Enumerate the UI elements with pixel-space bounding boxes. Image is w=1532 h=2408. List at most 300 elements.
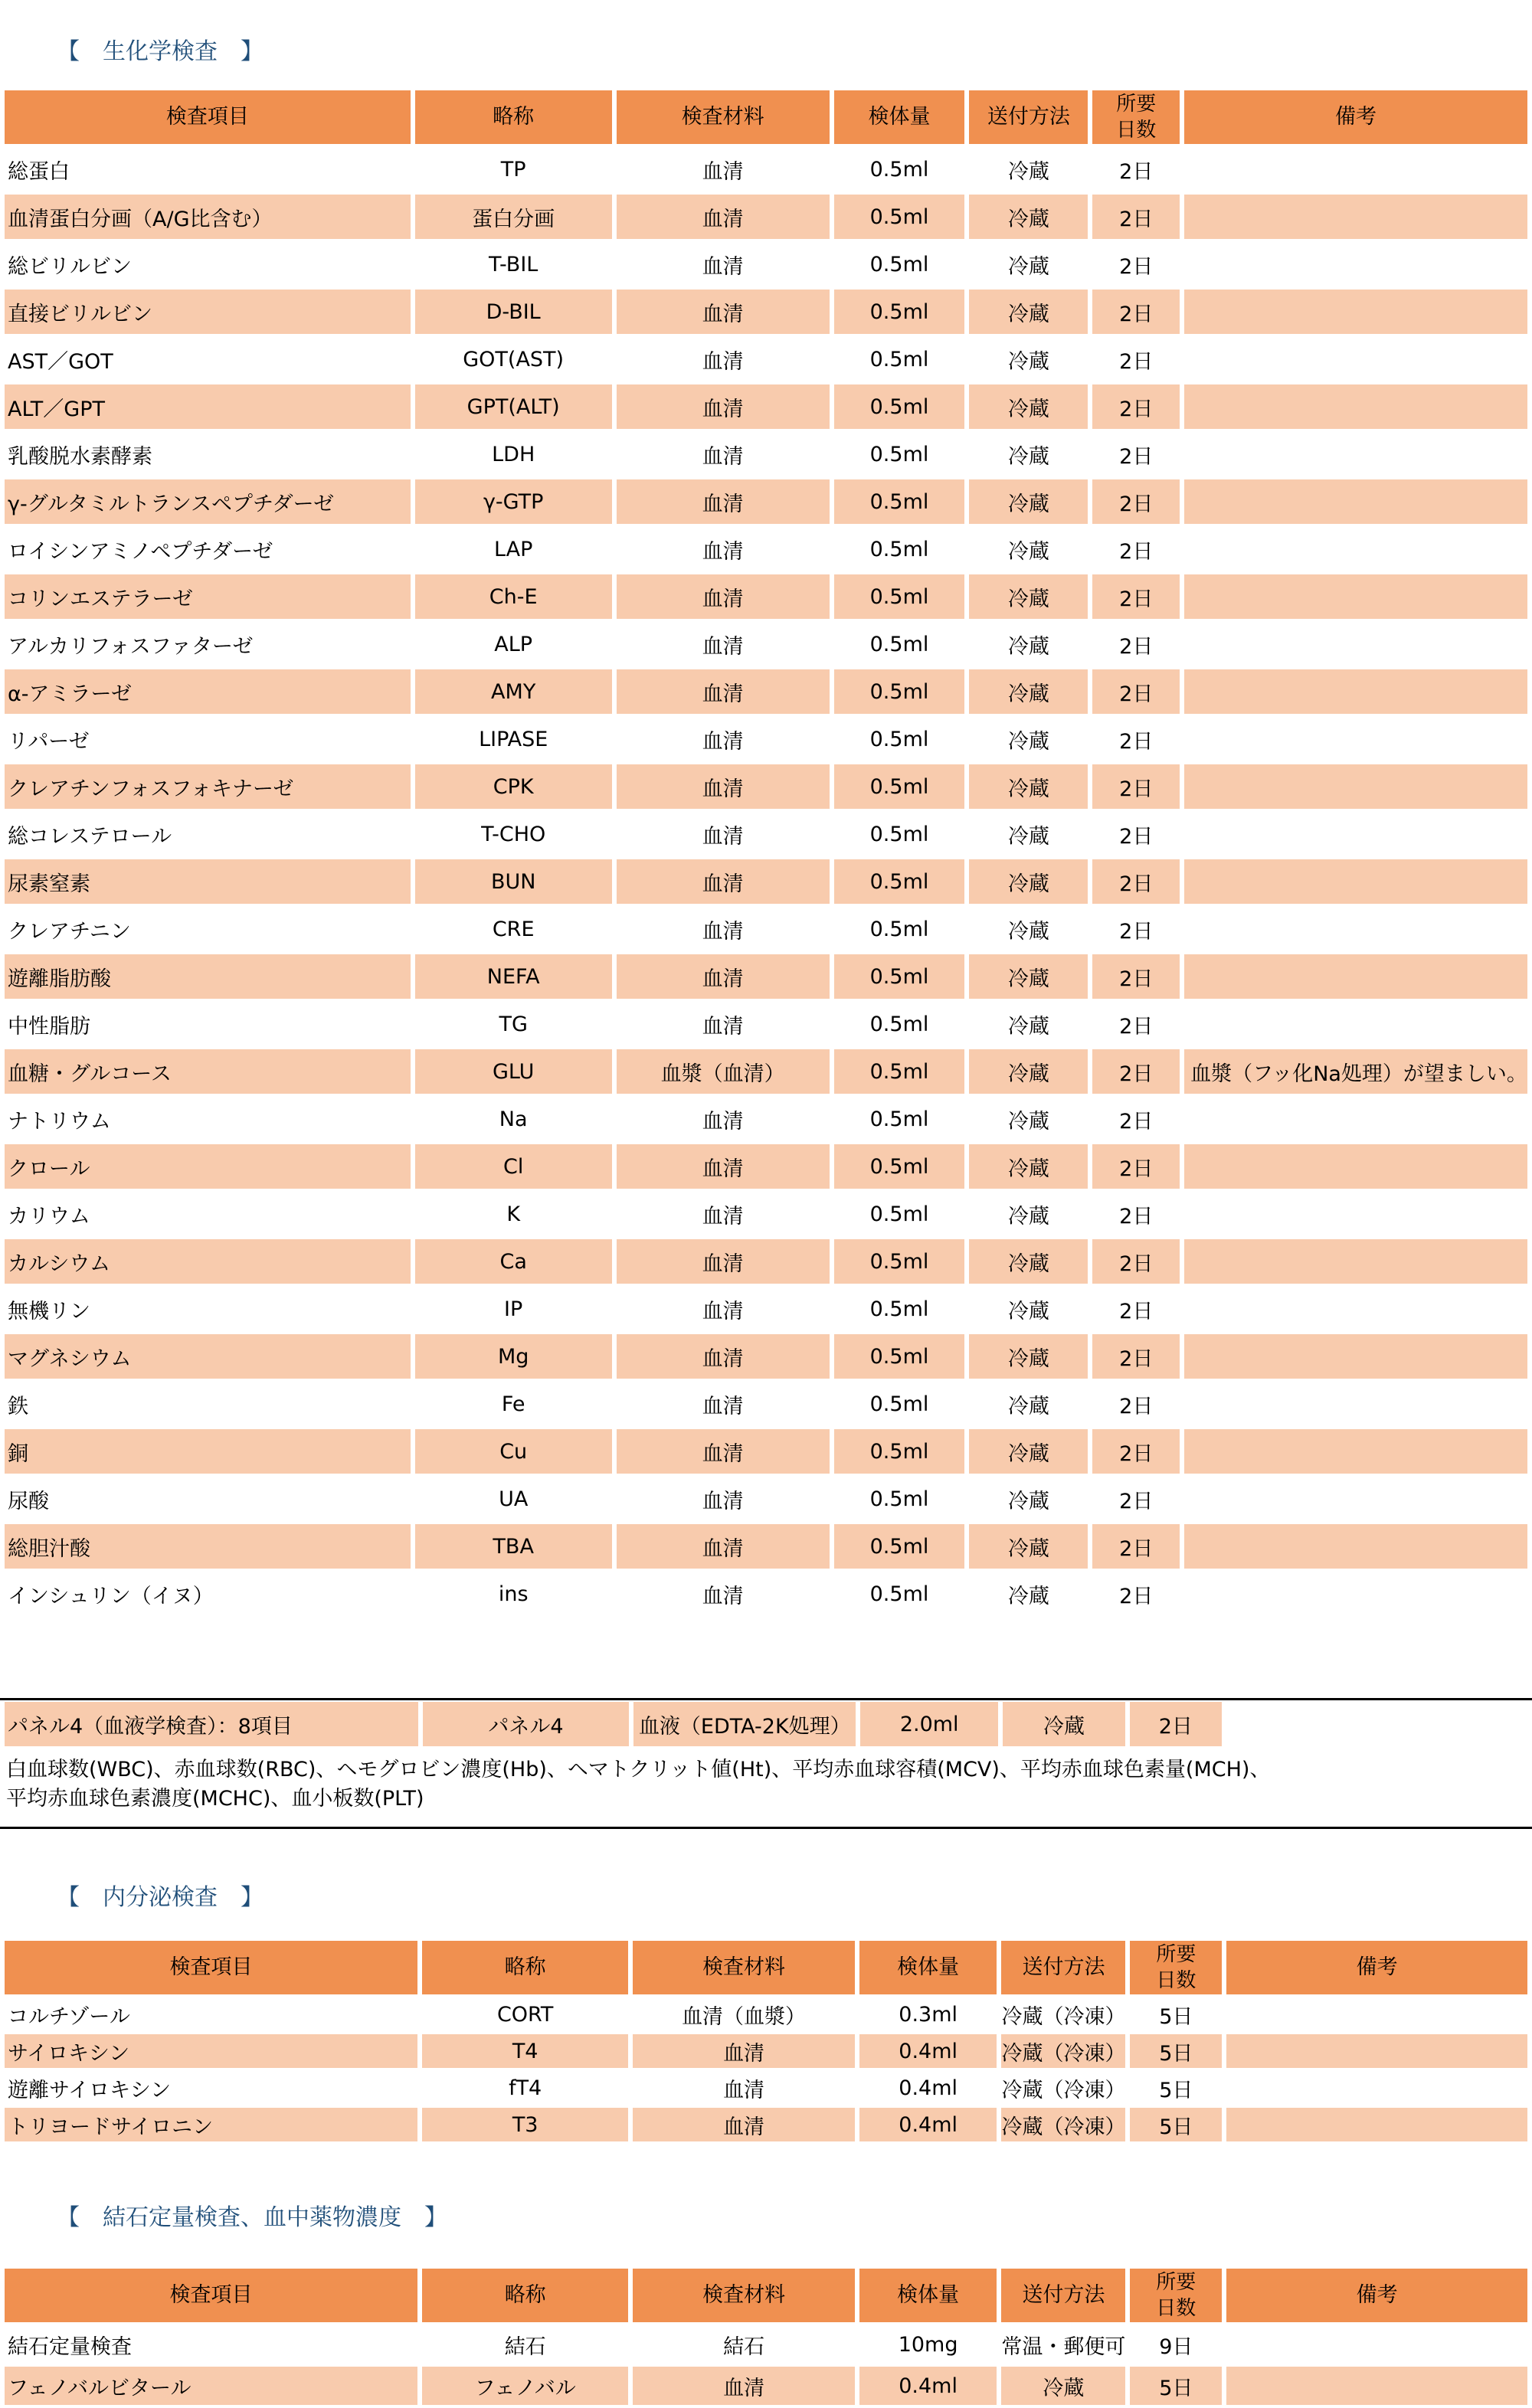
item-note [1184, 1287, 1527, 1331]
item-abbr: AMY [415, 669, 612, 714]
item-name: インシュリン（イヌ） [8, 1584, 214, 1608]
item-days: 2日 [1092, 1334, 1180, 1379]
table-row [5, 147, 1527, 191]
item-days: 2日 [1119, 1489, 1154, 1513]
item-note: 血漿（フッ化Na処理）が望ましい。 [1184, 1049, 1527, 1094]
item-volume: 0.5ml [834, 1144, 965, 1189]
header-volume: 検体量 [859, 2269, 997, 2322]
item-material: 血清 [702, 1489, 744, 1513]
item-note [1184, 1144, 1527, 1189]
item-shipping: 冷蔵 [1007, 1014, 1049, 1039]
item-name: 無機リン [8, 1299, 90, 1323]
table-row [5, 1002, 1527, 1046]
item-abbr: Na [499, 1107, 528, 1131]
item-name: クレアチンフォスフォキナーゼ [5, 764, 411, 809]
header-item: 検査項目 [5, 90, 411, 144]
item-days: 2日 [1119, 729, 1154, 754]
item-volume: 0.4ml [899, 2076, 958, 2100]
item-volume: 0.5ml [869, 1202, 929, 1226]
table-row [5, 1572, 1527, 1616]
item-abbr: Cu [415, 1429, 612, 1474]
item-abbr: LDH [492, 442, 535, 466]
item-days: 2日 [1119, 1014, 1154, 1039]
item-material: 血清 [702, 1109, 744, 1134]
item-days: 2日 [1119, 254, 1154, 279]
table-row [5, 1524, 1527, 1569]
item-name: リパーゼ [8, 729, 90, 754]
item-note [1184, 1477, 1527, 1521]
item-note [1184, 1382, 1527, 1426]
panel-row [5, 1702, 1527, 1746]
item-note [1184, 1192, 1527, 1236]
item-name: 結石定量検査 [8, 2334, 132, 2359]
item-note [1184, 195, 1527, 239]
stone-table [0, 2266, 1532, 2408]
panel-material: 血液（EDTA-2K処理） [633, 1702, 856, 1746]
header-item: 検査項目 [5, 1941, 417, 1994]
item-days: 5日 [1130, 2367, 1222, 2405]
item-name: サイロキシン [5, 2034, 417, 2068]
header-notes: 備考 [1226, 2269, 1527, 2322]
item-material: 血清 [617, 1334, 830, 1379]
item-note [1184, 479, 1527, 524]
item-volume: 0.4ml [859, 2034, 997, 2068]
item-name: 総コレステロール [8, 824, 172, 849]
item-abbr: Ch-E [415, 574, 612, 619]
panel-name: パネル4（血液学検査）：8項目 [5, 1702, 418, 1746]
table-row [5, 432, 1527, 476]
header-material: 検査材料 [617, 90, 830, 144]
item-shipping: 冷蔵 [969, 1524, 1088, 1569]
item-note [1184, 669, 1527, 714]
table-row [5, 907, 1527, 951]
item-shipping: 冷蔵 [969, 1144, 1088, 1189]
header-days: 所要 日数 [1130, 1941, 1222, 1994]
item-shipping: 冷蔵 [969, 574, 1088, 619]
table-row [5, 1997, 1527, 2031]
item-days: 2日 [1119, 1584, 1154, 1608]
item-name: 尿素窒素 [5, 859, 411, 904]
table-row [5, 2034, 1527, 2068]
item-name: 尿酸 [8, 1489, 49, 1513]
item-days: 2日 [1119, 1299, 1154, 1323]
item-material: 血清 [617, 669, 830, 714]
item-material: 血清 [617, 1524, 830, 1569]
item-material: 血清 [617, 479, 830, 524]
item-volume: 0.5ml [869, 1012, 929, 1036]
item-days: 5日 [1159, 2078, 1193, 2102]
item-name: カリウム [8, 1204, 90, 1229]
item-name: 中性脂肪 [8, 1014, 90, 1039]
item-note [1184, 1002, 1527, 1046]
item-note [1184, 337, 1527, 381]
item-shipping: 冷蔵（冷凍） [1001, 2004, 1126, 2029]
item-days: 2日 [1119, 634, 1154, 659]
item-abbr: K [506, 1202, 521, 1226]
item-material: 血清 [702, 1584, 744, 1608]
item-name: 総蛋白 [8, 159, 70, 184]
item-volume: 0.5ml [834, 479, 965, 524]
item-note [1226, 2071, 1527, 2105]
item-shipping: 冷蔵 [1007, 729, 1049, 754]
panel-days: 2日 [1130, 1702, 1222, 1746]
item-shipping: 冷蔵 [969, 1049, 1088, 1094]
header-days: 所要 日数 [1092, 90, 1180, 144]
header-row [5, 90, 1527, 144]
item-material: 血清 [702, 1394, 744, 1418]
item-name: アルカリフォスファターゼ [8, 634, 254, 659]
item-abbr: BUN [415, 859, 612, 904]
item-volume: 0.5ml [869, 1487, 929, 1511]
item-shipping: 冷蔵 [1007, 1109, 1049, 1134]
item-material: 血清 [702, 254, 744, 279]
item-days: 2日 [1119, 159, 1154, 184]
item-days: 2日 [1092, 195, 1180, 239]
item-days: 9日 [1159, 2334, 1193, 2359]
item-shipping: 冷蔵 [1007, 824, 1049, 849]
table-row [5, 2367, 1527, 2405]
item-note [1184, 527, 1527, 571]
item-volume: 0.5ml [869, 727, 929, 751]
item-name: γ-グルタミルトランスペプチダーゼ [5, 479, 411, 524]
item-material: 血清 [702, 539, 744, 564]
header-abbr: 略称 [415, 90, 612, 144]
item-days: 5日 [1159, 2004, 1193, 2029]
item-name: ロイシンアミノペプチダーゼ [8, 539, 273, 564]
biochem-table [0, 87, 1532, 1619]
item-name: ALT／GPT [5, 384, 411, 429]
table-row [5, 1287, 1527, 1331]
item-name: α-アミラーゼ [5, 669, 411, 714]
header-days: 所要 日数 [1130, 2269, 1222, 2322]
item-volume: 0.5ml [869, 917, 929, 941]
item-volume: 0.5ml [834, 290, 965, 334]
item-material: 血清 [617, 195, 830, 239]
item-note [1184, 1524, 1527, 1569]
item-abbr: T-CHO [481, 822, 546, 846]
table-row [5, 2325, 1527, 2364]
item-abbr: Cl [415, 1144, 612, 1189]
header-notes: 備考 [1226, 1941, 1527, 1994]
item-volume: 0.5ml [834, 954, 965, 999]
item-name: 銅 [5, 1429, 411, 1474]
item-shipping: 冷蔵 [1007, 1204, 1049, 1229]
table-row [5, 954, 1527, 999]
item-abbr: γ-GTP [415, 479, 612, 524]
item-name: 総ビリルビン [8, 254, 132, 279]
item-days: 2日 [1092, 290, 1180, 334]
header-shipping: 送付方法 [969, 90, 1088, 144]
item-abbr: D-BIL [415, 290, 612, 334]
item-volume: 0.5ml [834, 669, 965, 714]
item-days: 2日 [1119, 824, 1154, 849]
stone-body [5, 2325, 1527, 2405]
item-days: 2日 [1119, 1109, 1154, 1134]
item-note [1184, 242, 1527, 286]
item-shipping: 冷蔵 [969, 1239, 1088, 1284]
item-volume: 0.5ml [869, 252, 929, 276]
item-days: 2日 [1119, 919, 1154, 944]
item-days: 2日 [1119, 444, 1154, 469]
item-shipping: 冷蔵 [1001, 2367, 1125, 2405]
item-abbr: ALP [494, 632, 533, 656]
item-volume: 0.5ml [869, 157, 929, 182]
item-note [1226, 2367, 1527, 2405]
item-material: 血清 [633, 2367, 854, 2405]
item-volume: 0.5ml [869, 1297, 929, 1321]
item-abbr: 結石 [504, 2334, 546, 2359]
header-item: 検査項目 [5, 2269, 417, 2322]
table-header [5, 2269, 1527, 2322]
item-abbr: TP [500, 157, 526, 182]
item-note [1226, 2325, 1527, 2364]
item-abbr: TG [499, 1012, 528, 1036]
item-abbr: フェノバル [422, 2367, 629, 2405]
table-row [5, 384, 1527, 429]
header-abbr: 略称 [422, 2269, 629, 2322]
item-material: 血清 [617, 290, 830, 334]
table-row [5, 812, 1527, 856]
item-shipping: 冷蔵 [969, 1429, 1088, 1474]
item-name: 遊離脂肪酸 [5, 954, 411, 999]
item-abbr: GPT(ALT) [415, 384, 612, 429]
panel-volume: 2.0ml [860, 1702, 998, 1746]
item-volume: 0.5ml [834, 764, 965, 809]
item-name: トリヨードサイロニン [5, 2108, 417, 2141]
table-row [5, 2108, 1527, 2141]
item-note [1226, 1997, 1527, 2031]
item-abbr: TBA [415, 1524, 612, 1569]
item-name: コリンエステラーゼ [5, 574, 411, 619]
item-note [1226, 2034, 1527, 2068]
header-row [5, 1941, 1527, 1994]
item-note [1184, 1429, 1527, 1474]
table-row [5, 337, 1527, 381]
item-volume: 0.5ml [834, 1049, 965, 1094]
header-material: 検査材料 [633, 1941, 855, 1994]
table-row [5, 1382, 1527, 1426]
item-abbr: CRE [492, 917, 535, 941]
item-abbr: LIPASE [479, 727, 548, 751]
item-abbr: T4 [422, 2034, 628, 2068]
item-shipping: 冷蔵（冷凍） [1001, 2078, 1126, 2102]
item-days: 2日 [1119, 1394, 1154, 1418]
item-shipping: 冷蔵 [1007, 1584, 1049, 1608]
item-shipping: 冷蔵 [969, 479, 1088, 524]
item-volume: 0.4ml [859, 2367, 997, 2405]
item-name: 血清蛋白分画（A/G比含む） [5, 195, 411, 239]
item-material: 血清 [617, 1239, 830, 1284]
item-name: カルシウム [5, 1239, 411, 1284]
header-volume: 検体量 [859, 1941, 997, 1994]
item-name: 総胆汁酸 [5, 1524, 411, 1569]
item-abbr: CORT [496, 2002, 554, 2027]
item-material: 血清 [702, 444, 744, 469]
table-row [5, 622, 1527, 666]
header-volume: 検体量 [834, 90, 965, 144]
item-shipping: 冷蔵 [1007, 254, 1049, 279]
table-row [5, 1429, 1527, 1474]
item-days: 2日 [1092, 479, 1180, 524]
item-shipping: 冷蔵 [1007, 1489, 1049, 1513]
item-volume: 0.5ml [869, 1582, 929, 1606]
biochem-section-title: 【 生化学検査 】 [57, 38, 264, 65]
item-note [1184, 147, 1527, 191]
item-abbr: 蛋白分画 [415, 195, 612, 239]
item-shipping: 冷蔵 [1007, 919, 1049, 944]
panel-desc-line1: 白血球数(WBC)、赤血球数(RBC)、ヘモグロビン濃度(Hb)、ヘマトクリット値(Ht)、平均赤血球容積(MCV)、平均赤血球色素量(MCH)、 [6, 1758, 1271, 1781]
item-shipping: 冷蔵 [1007, 444, 1049, 469]
item-material: 血清 [702, 1204, 744, 1229]
table-row [5, 195, 1527, 239]
item-days: 2日 [1092, 1049, 1180, 1094]
item-abbr: GLU [415, 1049, 612, 1094]
item-abbr: IP [504, 1297, 523, 1321]
item-volume: 0.5ml [869, 822, 929, 846]
item-shipping: 冷蔵 [1007, 159, 1049, 184]
item-volume: 0.5ml [834, 384, 965, 429]
item-days: 5日 [1130, 2108, 1222, 2141]
item-shipping: 冷蔵 [1007, 634, 1049, 659]
item-abbr: UA [499, 1487, 529, 1511]
item-name: コルチゾール [8, 2004, 130, 2029]
endocrine-table [0, 1938, 1532, 2145]
panel-shipping: 冷蔵 [1003, 1702, 1125, 1746]
item-days: 2日 [1092, 1239, 1180, 1284]
item-material: 血清 [617, 574, 830, 619]
item-days: 2日 [1092, 859, 1180, 904]
item-days: 2日 [1092, 384, 1180, 429]
item-note [1184, 622, 1527, 666]
table-row [5, 1192, 1527, 1236]
item-days: 5日 [1130, 2034, 1222, 2068]
item-material: 血清 [702, 1299, 744, 1323]
item-days: 2日 [1092, 1429, 1180, 1474]
item-shipping: 冷蔵（冷凍） [1001, 2108, 1125, 2141]
table-row [5, 479, 1527, 524]
item-days: 2日 [1092, 764, 1180, 809]
item-material: 血清 [617, 859, 830, 904]
header-row [5, 2269, 1527, 2322]
table-row [5, 859, 1527, 904]
item-note [1184, 432, 1527, 476]
table-row [5, 1239, 1527, 1284]
item-name: クレアチニン [8, 919, 131, 944]
item-volume: 0.5ml [834, 1334, 965, 1379]
item-note [1184, 907, 1527, 951]
item-shipping: 冷蔵 [1007, 539, 1049, 564]
item-volume: 0.3ml [899, 2002, 958, 2027]
header-material: 検査材料 [633, 2269, 854, 2322]
item-days: 2日 [1092, 574, 1180, 619]
item-volume: 0.5ml [869, 537, 929, 561]
item-volume: 10mg [898, 2332, 958, 2357]
table-row [5, 1334, 1527, 1379]
item-abbr: LAP [493, 537, 533, 561]
item-material: 血清 [702, 349, 744, 374]
item-abbr: Ca [415, 1239, 612, 1284]
item-shipping: 冷蔵 [969, 669, 1088, 714]
table-row [5, 1477, 1527, 1521]
table-row [5, 574, 1527, 619]
panel-bottom-rule [0, 1827, 1532, 1829]
item-abbr: T-BIL [489, 252, 538, 276]
item-volume: 0.5ml [834, 1524, 965, 1569]
item-note [1184, 1097, 1527, 1141]
item-days: 2日 [1119, 539, 1154, 564]
item-days: 2日 [1119, 1204, 1154, 1229]
item-shipping: 冷蔵 [969, 764, 1088, 809]
table-row [5, 1144, 1527, 1189]
item-abbr: NEFA [415, 954, 612, 999]
item-days: 2日 [1092, 954, 1180, 999]
item-volume: 0.5ml [834, 1429, 965, 1474]
item-shipping: 冷蔵（冷凍） [1001, 2034, 1125, 2068]
item-note [1184, 1572, 1527, 1616]
table-row [5, 242, 1527, 286]
item-material: 血漿（血清） [617, 1049, 830, 1094]
header-shipping: 送付方法 [1001, 1941, 1125, 1994]
item-material: 血清 [617, 1144, 830, 1189]
item-name: 血糖・グルコース [5, 1049, 411, 1094]
item-days: 2日 [1092, 1524, 1180, 1569]
endocrine-section-title: 【 内分泌検査 】 [57, 1884, 264, 1911]
item-material: 血清 [723, 2078, 765, 2102]
item-volume: 0.5ml [869, 632, 929, 656]
item-name: マグネシウム [5, 1334, 411, 1379]
endocrine-body [5, 1997, 1527, 2141]
header-abbr: 略称 [422, 1941, 628, 1994]
item-days: 2日 [1092, 1144, 1180, 1189]
item-volume: 0.5ml [869, 1392, 929, 1416]
item-days: 2日 [1119, 349, 1154, 374]
item-shipping: 冷蔵 [969, 1334, 1088, 1379]
item-material: 血清 [617, 764, 830, 809]
item-abbr: Mg [415, 1334, 612, 1379]
panel-note [1226, 1702, 1527, 1746]
item-material: 血清 [617, 954, 830, 999]
item-note [1184, 1334, 1527, 1379]
item-name: ナトリウム [8, 1109, 111, 1134]
biochem-body [5, 147, 1527, 1616]
item-name: 乳酸脱水素酵素 [8, 444, 152, 469]
item-note [1184, 384, 1527, 429]
item-material: 血清 [633, 2034, 855, 2068]
item-shipping: 冷蔵 [969, 195, 1088, 239]
item-material: 血清（血漿） [682, 2004, 807, 2029]
item-volume: 0.5ml [869, 1107, 929, 1131]
panel-table [0, 1699, 1532, 1749]
item-abbr: T3 [422, 2108, 628, 2141]
item-note [1226, 2108, 1527, 2141]
panel-description [6, 1755, 1270, 1814]
item-shipping: 常温・郵便可 [1001, 2334, 1126, 2359]
table-row [5, 527, 1527, 571]
item-material: 血清 [633, 2108, 855, 2141]
item-material: 血清 [702, 824, 744, 849]
item-name: AST／GOT [8, 349, 113, 374]
item-note [1184, 764, 1527, 809]
item-name: 直接ビリルビン [5, 290, 411, 334]
item-shipping: 冷蔵 [1007, 1394, 1049, 1418]
item-volume: 0.4ml [859, 2108, 997, 2141]
header-shipping: 送付方法 [1001, 2269, 1125, 2322]
item-note [1184, 290, 1527, 334]
item-material: 血清 [702, 919, 744, 944]
item-shipping: 冷蔵 [969, 290, 1088, 334]
item-material: 結石 [723, 2334, 765, 2359]
item-volume: 0.5ml [834, 574, 965, 619]
